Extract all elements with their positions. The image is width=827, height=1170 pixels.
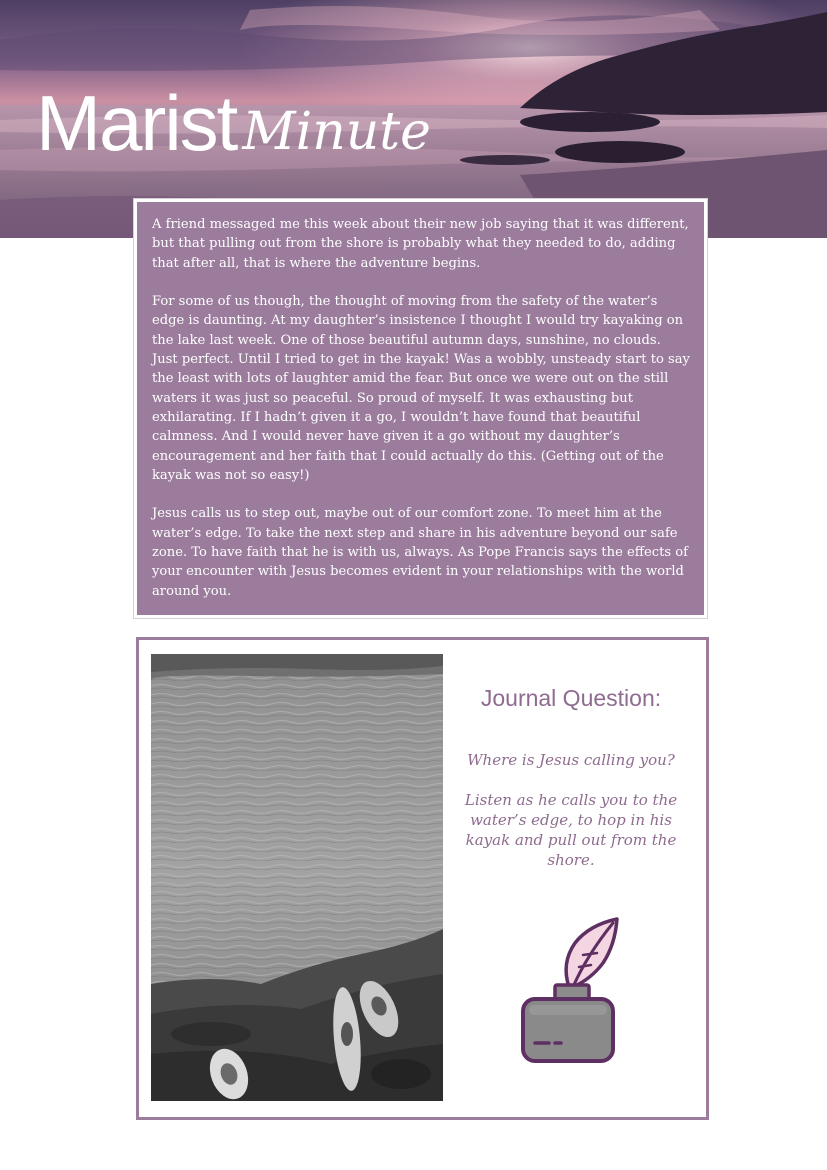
logo-script-text: Minute bbox=[242, 102, 431, 162]
journal-question: Where is Jesus calling you? bbox=[467, 751, 675, 769]
logo-main-text: Marist bbox=[36, 79, 237, 167]
journal-title: Journal Question: bbox=[480, 685, 662, 711]
story-paragraph: Jesus calls us to step out, maybe out of our comfort zone. To meet him at the water’s edge. To take the next step and share in his adventure beyond our safe zone. To have faith that he is with us, always. As Pope Francis says the effects of your encounter with Jesus becomes evident in your relationships with the world around you. bbox=[152, 506, 689, 599]
marist-minute-logo bbox=[36, 72, 431, 167]
journal-prompt: Listen as he calls you to the water’s edge, to hop in his kayak and pull out from the shore. bbox=[464, 791, 678, 869]
ink-bottle-quill-icon bbox=[517, 915, 627, 1070]
story-paragraph: A friend messaged me this week about their new job saying that it was different, but that pulling out from the shore is probably what they needed to do, adding that after all, that is where the adventure begins. bbox=[152, 217, 689, 271]
reflection-text-box bbox=[134, 199, 707, 618]
journal-section bbox=[136, 637, 709, 1120]
kayaks-lake-photo bbox=[151, 654, 443, 1101]
story-paragraph: For some of us though, the thought of moving from the safety of the water’s edge is daunting. At my daughter’s insistence I thought I would try kayaking on the lake last week. One of those beautiful autumn days, sunshine, no clouds. Just perfect. Until I tried to get in the kayak! Was a wobbly, unsteady start to say the least with lots of laughter amid the fear. But once we were out on the still waters it was just so peaceful. So proud of myself. It was exhausting but exhilarating. If I hadn’t given it a go, I wouldn’t have found that beautiful calmness. And I would never have given it a go without my daughter’s encouragement and her faith that I could actually do this. (Getting out of the kayak was not so easy!) bbox=[152, 294, 690, 483]
journal-question-block bbox=[455, 750, 687, 890]
